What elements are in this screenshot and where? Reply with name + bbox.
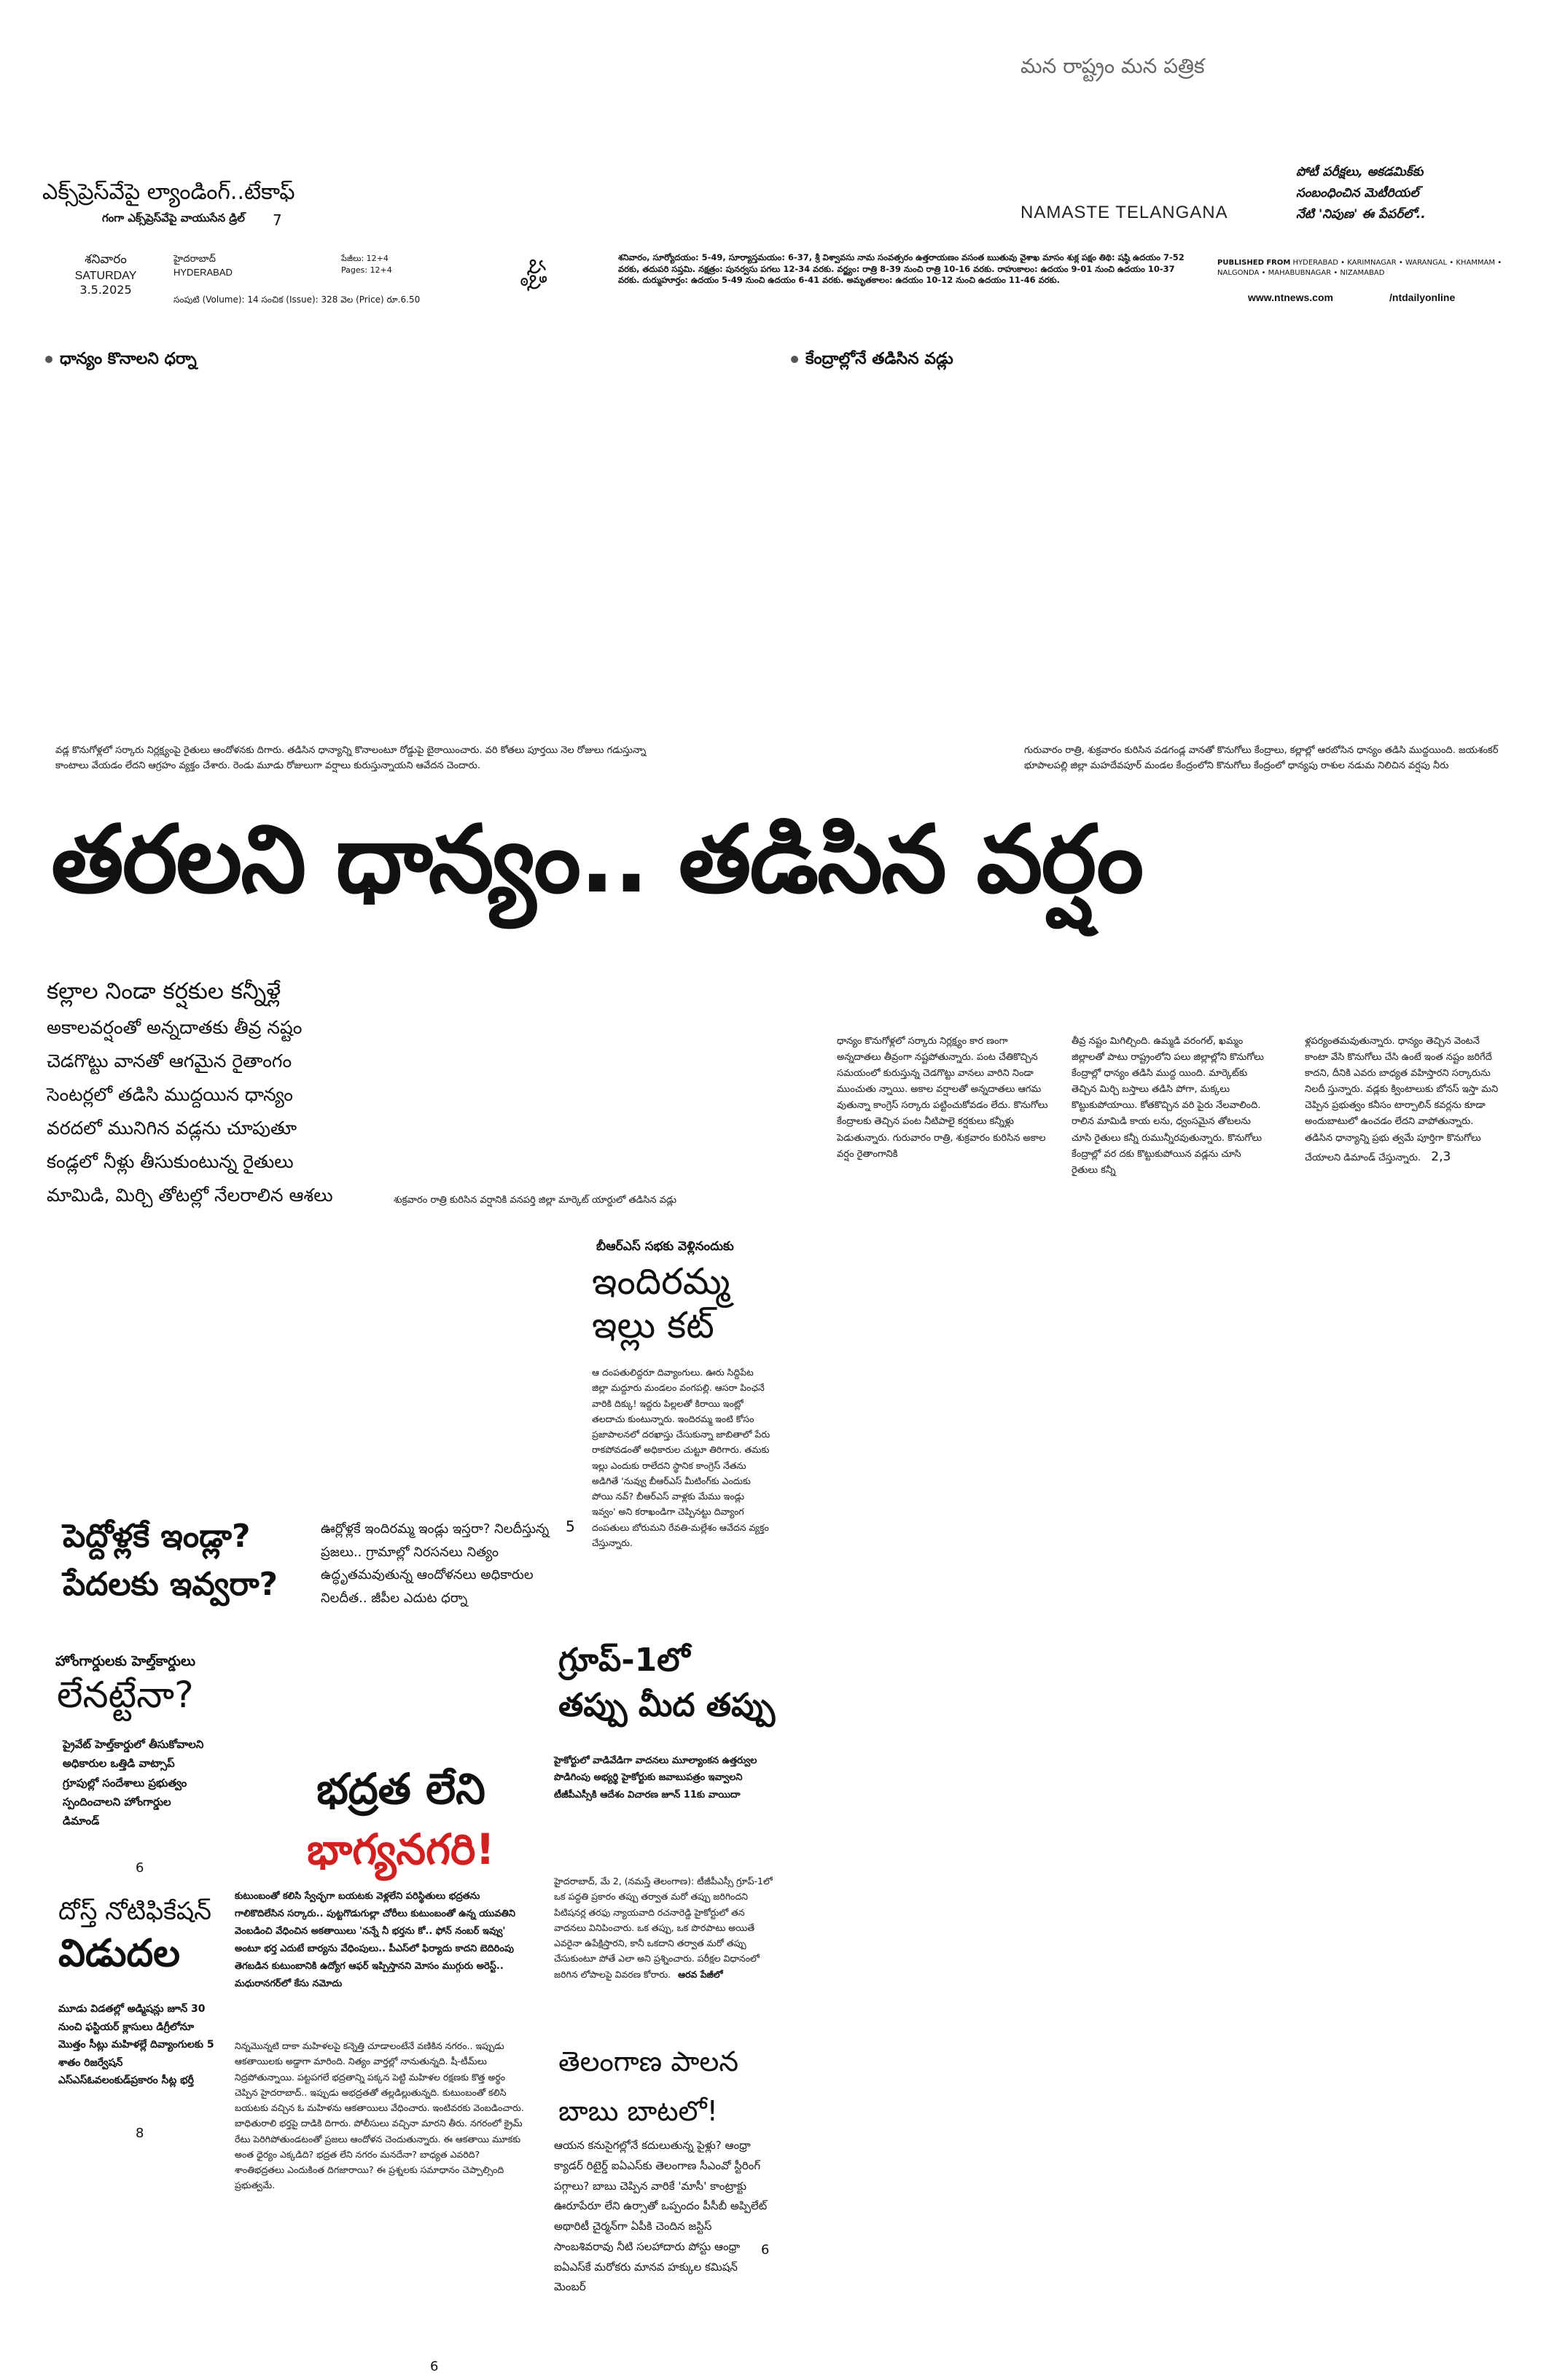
homeguards-body: ప్రైవేట్ హెల్త్‌కార్డులో తీసుకోవాలని అధికారుల ఒత్తిడి వాట్సాప్ గ్రూపుల్లో సందేశాలు ప్రభుత్వం స్పందించాలని హోంగార్డుల డిమాండ్ [63,1738,204,1827]
palana-page: 6 [761,2242,770,2258]
peddollu-page: 5 [566,1518,575,1535]
lead-sublines [47,978,389,1218]
peddollu-text-body: ఊర్లోళ్లకే ఇందిరమ్మ ఇండ్లు ఇస్తరా? నిలదీస్తున్న ప్రజలు.. గ్రామాల్లో నిరసనలు నిత్యం ఉద్ధృతమవుతున్న ఆందోళనలు అధికారుల నిలదీత.. జీపీల ఎదుట ధర్నా [321,1521,550,1606]
group1-continued: ఆరవ పేజీలో [678,1968,723,1980]
lead-subline: మామిడి, మిర్చి తోటల్లో నేలరాలిన ఆశలు [47,1185,333,1206]
indiramma-body: ఆ దంపతులిద్దరూ దివ్యాంగులు. ఊరు సిద్దిపేట జిల్లా మద్దూరు మండలం వంగపల్లి. ఆసరా పింఛనే వారికి దిక్కు! ఇద్దరు పిల్లలతో కిరాయి ఇంట్లో తలదాచు కుంటున్నారు. ఇందిరమ్మ ఇంటి కోసం ప్రజాపాలనలో దరఖాస్తు చేసుకున్నా జాబితాలో పేరు రాకపోవడంతో అధికారుల చుట్టూ తిరిగారు. తమకు ఇల్లు ఎందుకు రాలేదని స్థానిక కాంగ్రెస్ నేతను అడిగితే 'నువ్వు బీఆర్ఎస్ మీటింగ్‌కు ఎందుకు పోయి నవ్? బీఆర్ఎస్ వాళ్లకు మేము ఇండ్లు ఇవ్వం' అని కరాఖండిగా చెప్పినట్టు దివ్యాంగ దంపతులు బోరుమని రేవతి-మల్లేశం ఆవేదన వ్యక్తం చేస్తున్నారు. [592,1367,770,1548]
date: 3.5.2025 [79,283,132,297]
published-from-cities: HYDERABAD • KARIMNAGAR • WARANGAL • KHAMMAM • NALGONDA • MAHABUBNAGAR • NIZAMABAD [1217,259,1502,277]
city-block [173,254,233,278]
website-link[interactable]: www.ntnews.com [1248,292,1333,303]
social-link[interactable]: /ntdailyonline [1389,292,1456,303]
teaser-left-sub [102,211,282,229]
bullet-dot-icon [45,356,52,363]
center-photo-caption: శుక్రవారం రాత్రి కురిసిన వర్షానికి వనపర్తి జిల్లా మార్కెట్ యార్డులో తడిసిన వడ్లు [394,1195,676,1206]
pages-en: Pages: 12+4 [341,265,392,275]
lead-body-col2: తీవ్ర నష్టం మిగిల్చింది. ఉమ్మడి వరంగల్, ఖమ్మం జిల్లాలతో పాటు రాష్ట్రంలోని పలు జిల్లాల్లోని కొనుగోలు కేంద్రాల్లో ధాన్యం తడిసి ముద్ద యింది. మార్కెట్‌కు తెచ్చిన మిర్చి బస్తాలు తడిసి పోగా, మక్కలు కొట్టుకుపోయాయి. కోతకొచ్చిన వరి పైరు నేలవాలింది. రాలిన మామిడి కాయ లను, ధ్వంసమైన తోటలను చూసి రైతులు కన్నీ రుమున్నీరవుతున్నారు. కొనుగోలు కేంద్రాల్లో వర దకు కొట్టుకుపోయిన వడ్లను చూసి రైతులు కన్నీ [1072,1036,1264,1176]
bhagyanagari-page: 6 [430,2359,439,2374]
indiramma-headline[interactable]: ఇందిరమ్మ ఇల్లు కట్ [592,1260,730,1346]
lead-body-col1: ధాన్యం కొనుగోళ్లలో సర్కారు నిర్లక్ష్యం కార ణంగా అన్నదాతలు తీవ్రంగా నష్టపోతున్నారు. పంట చేతికొచ్చిన సమయంలో కురుస్తున్న చెడగొట్టు వానలు వారిని నిండా ముంచుతు న్నాయి. అకాల వర్షాలతో అన్నదాతలు ఆగమ వుతున్నా కాంగ్రెస్ సర్కారు పట్టించుకోవడం లేదు. కొనుగోలు కేంద్రాలకు తెచ్చిన పంట నీటిపాలై కర్షకులు కన్నీళ్లు పెడుతున్నారు. గురువారం రాత్రి, శుక్రవారం కురిసిన అకాల వర్షం రైతాంగానికి [837,1036,1048,1160]
lead-subline: సెంటర్లలో తడిసి ముద్దయిన ధాన్యం [47,1084,293,1105]
peddollu-text [321,1518,561,1610]
tagline: మన రాష్ట్రం మన పత్రిక [1021,54,1205,78]
day-en: SATURDAY [74,270,137,282]
bhagyanagari-headline-1: భద్రత లేని [316,1764,485,1814]
group1-body [554,1873,773,1982]
teaser-left-page: 7 [272,211,282,229]
published-from [1217,258,1509,278]
dost-page: 8 [136,2126,144,2141]
lead-page-ref: 2,3 [1431,1149,1451,1164]
lead-subline-first: కల్లాల నిండా కర్షకుల కన్నీళ్లే [47,978,281,1004]
bhagyanagari-headline-2: భాగ్యనగరి! [307,1825,495,1874]
pages-block [341,254,392,275]
peddollu-headline-1: పెద్దోళ్లకే ఇండ్లా? [63,1518,251,1555]
dost-body: మూడు విడతల్లో అడ్మిషన్లు జూన్ 30 నుంచి ఫస్టియర్ క్లాసులు డిగ్రీలోనూ మొత్తం సీట్లు మహిళల్లే దివ్యాంగులకు 5 శాతం రిజర్వేషన్ ఎస్ఎస్‌ఓవలంకుడ్‌ప్రకారం సీట్ల భర్తీ [58,2003,214,2086]
lead-headline[interactable]: తరలని ధాన్యం.. తడిసిన వర్షం [51,805,1143,914]
day-te: శనివారం [85,252,127,267]
palana-headline-1: తెలంగాణ పాలన [558,2045,739,2077]
teaser-right[interactable]: పోటీ పరీక్షలు, అకడమిక్‌కు సంబంధించిన మెటీరియల్ నేటి 'నిపుణ' ఈ పేపర్‌లో.. [1296,165,1426,222]
bhagyanagari-body: నిన్నమొన్నటి దాకా మహిళలపై కన్నెత్తి చూడాలంటేనే వణికిన నగరం.. ఇప్పుడు ఆకతాయిలకు అడ్డాగా మారింది. నిత్యం వార్తల్లో నానుతున్నది. షీ-టీమ్‌లు నిద్రపోతున్నాయి. పట్టపగలే భద్రతాన్ని పక్కన పెట్టి మహిళల రక్షణకు కొత్త అర్థం చెప్పిన హైదరాబాద్.. ఇప్పుడు అభద్రతతో తల్లడిల్లుతున్నది. కుటుంబంతో కలిసి బయటకు వచ్చిన ఓ మహిళను ఆకతాయిలు వేధించారు. ఇంటివరకు వెంబడించారు. బాధితురాలి భర్తపై దాడికి దిగారు. పోలీసులు వచ్చినా మారని తీరు. నగరంలో క్రైమ్ రేటు పెరిగిపోతుండటంతో ప్రజలు ఆందోళన చెందుతున్నారు. ఈ ఆకతాయి మూకకు అంత ధైర్యం ఎక్కడిది? భద్రత లేని నగరం మనదేనా? బాధ్యత ఎవరిది? శాంతిభద్రతలు ఎందుకింత దిగజారాయి? ఈ ప్రశ్నలకు సమాధానం చెప్పాల్సింది ప్రభుత్వమే. [235,2040,524,2191]
photo-caption-left: వడ్ల కొనుగోళ్లలో సర్కారు నిర్లక్ష్యంపై రైతులు ఆందోళనకు దిగారు. తడిసిన ధాన్యాన్ని కొనాలంటూ రోడ్డుపై బైఠాయించారు. వరి కోతలు పూర్తయి నెల రోజులు గడుస్తున్నా కాంటాలు వేయడం లేదని ఆగ్రహం వ్యక్తం చేశారు. రెండు మూడు రోజులుగా వర్షాలు కురుస్తున్నాయని ఆవేదన చెందారు. [55,745,647,771]
palana-body: ఆయన కనుసైగల్లోనే కదులుతున్న పైళ్లు? ఆంధ్రా క్యాడర్ రిటైర్డ్ ఐఏఎస్‌కు తెలంగాణ సీఎంవో స్టీరింగ్ పగ్గాలు? బాబు చెప్పిన వారికే 'మాసీ' కాంట్రాక్టు ఊరూపేరూ లేని ఉర్సాతో ఒప్పందం పీసీబీ అప్పిలేట్ అథారిటీ చైర్మన్‌గా ఏపీకి చెందిన జస్టిస్ సాంబశివరావు నీటి సలహాదారు పోస్టు ఆంధ్రా ఐఏఎస్‌కే మరోకరు మానవ హక్కుల కమిషన్ మెంబర్ [554,2139,768,2294]
volume-line: సంపుటి (Volume): 14 సంచిక (Issue): 328 వెల (Price) రూ.6.50 [173,294,421,305]
group1-body-text: హైదరాబాద్, మే 2, (నమస్తే తెలంగాణ): టీజీపీఎస్సీ గ్రూప్-1లో ఒక పద్ధతి ప్రకారం తప్పు తర్వాత మరో తప్పు జరిగిందని పిటిషనర్ల తరఫు న్యాయవాది రచనారెడ్డి హైకోర్టులో తన వాదనలు వినిపించారు. ఒక తప్పు, ఒక పొరపాటు అయితే ఎవరైనా ఉపేక్షిస్తారని, కానీ ఒకదాని తర్వాత మరో తప్పు చేసుకుంటూ పోతే ఎలా అని ప్రశ్నించారు. పరీక్షల విధానంలో జరిగిన లోపాలపై వివరణ కోరారు. [554,1876,773,1980]
lead-subline: కండ్లలో నీళ్లు తీసుకుంటున్న రైతులు [47,1151,294,1172]
palana-headline-2: బాబు బాటలో! [558,2095,718,2127]
date-block [73,252,138,297]
photo-label-left [45,350,197,372]
city-en: HYDERABAD [173,267,233,278]
bullet-dot-icon [791,356,798,363]
dost-headline-2: విడుదల [58,1932,181,1975]
bhagyanagari-headline[interactable] [277,1764,525,1885]
pages-te: పేజీలు: 12+4 [341,254,389,263]
published-from-label: PUBLISHED FROM [1217,259,1291,267]
homeguards-page: 6 [136,1860,144,1876]
dost-headline-1: దోస్త్ నోటిఫికేషన్ [58,1897,212,1926]
lead-body-col3-text: ళ్లపర్యంతమవుతున్నారు. ధాన్యం తెచ్చిన వెంటనే కాంటా వేసి కొనుగోలు చేసి ఉంటే ఇంత నష్టం జరిగేదే కాదని, దీనికి ఎవరు బాధ్యత వహిస్తారని సర్కారును నిలదీ స్తున్నారు. వడ్లకు క్వింటాలుకు బోనస్ ఇస్తా మని చెప్పిన ప్రభుత్వం కనీసం టార్పాలిన్ కవర్లను కూడా అందుబాటులో ఉంచడం లేదని వాపోతున్నారు. తడిసిన ధాన్యాన్ని ప్రభు త్వమే పూర్తిగా కొనుగోలు చేయాలని డిమాండ్ చేస్తున్నారు. [1305,1036,1499,1163]
brand-name: NAMASTE TELANGANA [1021,203,1228,222]
dost-headline[interactable] [58,1897,211,1985]
teaser-left-sub-text: గంగా ఎక్స్‌ప్రెస్‌వేపై వాయుసేన డ్రిల్ [102,211,245,225]
group1-headline-1: గ్రూప్-1లో [558,1642,690,1679]
homeguards-kicker: హోంగార్డులకు హెల్త్‌కార్డులు [55,1653,196,1669]
indiramma-kicker: బీఆర్ఎస్ సభకు వెళ్లినందుకు [596,1239,734,1254]
group1-bullets: హైకోర్టులో వాడివేడిగా వాదనలు మూల్యాంకన ఉత్తర్వుల పొడిగింపు అభ్యర్థి హైకోర్టుకు జవాబుపత్రం ఇవ్వాలని టీజీపీఎస్సీకి ఆదేశం విచారణ జూన్ 11కు వాయిదా [554,1755,757,1800]
photo-label-right [791,350,953,372]
teaser-left-headline[interactable]: ఎక్స్‌ప్రెస్‌వేపై ల్యాండింగ్..టేకాఫ్ [42,179,295,205]
panchangam: శనివారం, సూర్యోదయం: 5-49, సూర్యాస్తమయం: 6-37, శ్రీ విశ్వావసు నామ సంవత్సరం ఉత్తరాయణం వసంత ఋతువు వైశాఖ మాసం శుక్ల పక్షం తిథి: షష్ఠి ఉదయం 7-52 వరకు, తదుపరి సప్తమి. నక్షత్రం: పునర్వసు పగలు 12-34 వరకు. వర్జ్యం: రాత్రి 8-39 నుంచి రాత్రి 10-16 వరకు. రాహుకాలం: ఉదయం 9-01 నుంచి ఉదయం 10-37 వరకు. దుర్ముహూర్తం: ఉదయం 5-49 నుంచి ఉదయం 6-41 వరకు. అమృతకాలం: ఉదయం 10-12 నుంచి ఉదయం 11-46 వరకు. [618,252,1185,286]
palana-headline[interactable] [558,2045,792,2134]
photo-caption-right: గురువారం రాత్రి, శుక్రవారం కురిసిన వడగండ్ల వానతో కొనుగోలు కేంద్రాలు, కల్లాల్లో ఆరబోసిన ధాన్యం తడిసి ముద్దయింది. జయశంకర్ భూపాలపల్లి జిల్లా మహదేవపూర్ మండల కేంద్రంలోని కొనుగోలు కేంద్రంలో ధాన్యపు రాశుల నడుమ నిలిచిన వర్షపు నీరు [1024,745,1499,771]
bhagyanagari-bullets: కుటుంబంతో కలిసి స్వేచ్ఛగా బయటకు వెళ్లలేని పరిస్థితులు భద్రతను గాలికొదిలేసిన సర్కారు.. పుట్టగొడుగుల్లా చోరీలు కుటుంబంతో ఉన్న యువతిని వెంబడించి వేధించిన అకతాయిలు 'నన్నే నీ భర్తను కో.. ఫోన్ నంబర్ ఇవ్వు' అంటూ భర్త ఎదుటే బార్యను వేధింపులు.. పీఎస్‌లో ఫిర్యాదు కాదని బెదిరింపు తెగబడిన కుటుంబానికి ఉద్యోగ ఆఫర్ ఇప్పిస్తానని మోసం ముగ్గురు అరెస్ట్.. మధురానగర్‌లో కేసు నమోదు [235,1891,515,1990]
photo-label-left-text: ధాన్యం కొనాలని ధర్నా [60,350,197,368]
peddollu-headline-2: పేదలకు ఇవ్వరా? [63,1566,278,1603]
group1-headline-2: తప్పు మీద తప్పు [558,1687,776,1724]
peddollu-headline[interactable] [63,1518,278,1611]
lead-subline: వరదలో మునిగిన వడ్లను చూపుతూ [47,1117,297,1139]
lead-body-col3 [1305,1034,1502,1168]
city-te: హైదరాబాద్ [173,254,216,265]
lead-subline: అకాలవర్షంతో అన్నదాతకు తీవ్ర నష్టం [47,1017,303,1038]
lead-subline: చెడగొట్టు వానతో ఆగమైన రైతాంగం [47,1050,292,1072]
shashti-label: షష్ఠి [524,259,550,290]
photo-label-right-text: కేంద్రాల్లోనే తడిసిన వడ్లు [805,350,953,368]
homeguards-headline[interactable]: లేనట్టేనా? [57,1674,194,1716]
group1-headline[interactable] [558,1642,792,1732]
